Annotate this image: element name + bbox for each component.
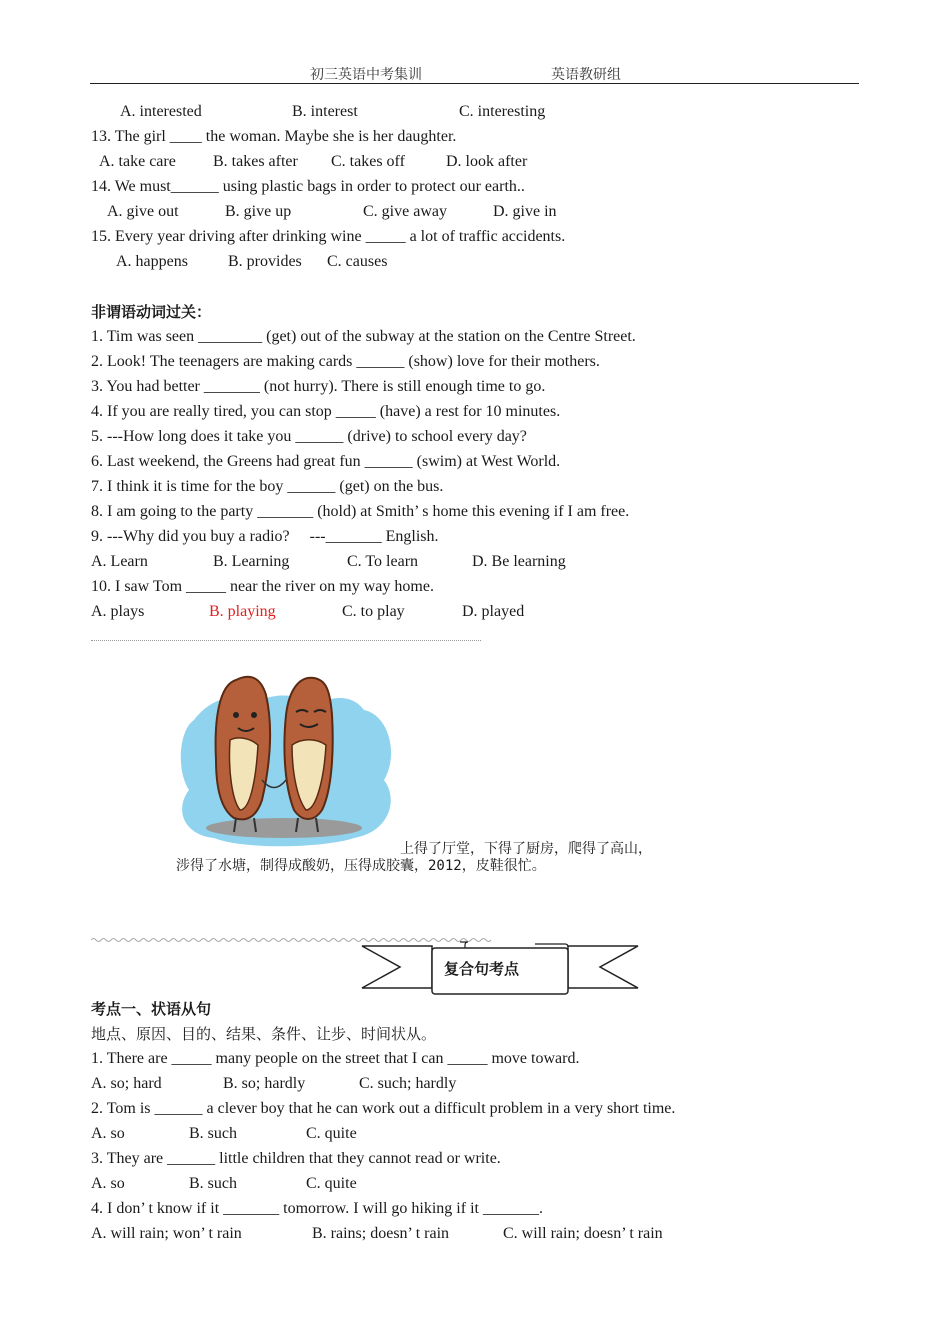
q14-option-d: D. give in [493, 203, 557, 220]
adv-q2-stem: 2. Tom is ______ a clever boy that he can work out a difficult problem in a very short time. [91, 1100, 676, 1117]
nonfinite-item-1: 1. Tim was seen ________ (get) out of the subway at the station on the Centre Street. [91, 328, 636, 345]
nonfinite-item-2: 2. Look! The teenagers are making cards ______ (show) love for their mothers. [91, 353, 600, 370]
q10-option-c: C. to play [342, 603, 405, 620]
q13-option-a: A. take care [99, 153, 176, 170]
header-right: 英语教研组 [551, 67, 621, 83]
q10-option-a: A. plays [91, 603, 145, 620]
adv-q2-option-c: C. quite [306, 1125, 357, 1142]
q12-option-a: A. interested [120, 103, 202, 120]
q10-stem: 10. I saw Tom _____ near the river on my way home. [91, 578, 434, 595]
q13-option-d: D. look after [446, 153, 528, 170]
adv-q3-option-b: B. such [189, 1175, 237, 1192]
image-caption-line-1: 上得了厅堂，下得了厨房，爬得了高山， [400, 841, 652, 857]
adv-q2-option-a: A. so [91, 1125, 125, 1142]
ground-shadow [206, 818, 362, 838]
nonfinite-item-8: 8. I am going to the party _______ (hold) at Smith’ s home this evening if I am free. [91, 503, 630, 520]
header-divider [90, 83, 859, 84]
q10-option-b-answer: B. playing [209, 603, 276, 620]
q9-option-b: B. Learning [213, 553, 290, 570]
adv-q3-stem: 3. They are ______ little children that they cannot read or write. [91, 1150, 501, 1167]
q14-option-c: C. give away [363, 203, 447, 220]
q13-stem: 13. The girl ____ the woman. Maybe she is her daughter. [91, 128, 457, 145]
nonfinite-item-6: 6. Last weekend, the Greens had great fun ______ (swim) at West World. [91, 453, 561, 470]
q15-stem: 15. Every year driving after drinking wine _____ a lot of traffic accidents. [91, 228, 566, 245]
adv-q3-option-a: A. so [91, 1175, 125, 1192]
adv-q4-option-a: A. will rain; won’ t rain [91, 1225, 242, 1242]
q12-option-c: C. interesting [459, 103, 546, 120]
adv-q1-option-a: A. so; hard [91, 1075, 162, 1092]
section-subtitle-adverbial: 地点、原因、目的、结果、条件、让步、时间状从。 [91, 1025, 437, 1043]
q9-option-c: C. To learn [347, 553, 419, 570]
q13-option-b: B. takes after [213, 153, 298, 170]
q14-option-a: A. give out [107, 203, 179, 220]
header-left: 初三英语中考集训 [310, 67, 422, 83]
adv-q3-option-c: C. quite [306, 1175, 357, 1192]
nonfinite-item-4: 4. If you are really tired, you can stop _____ (have) a rest for 10 minutes. [91, 403, 561, 420]
q9-option-a: A. Learn [91, 553, 148, 570]
q12-option-b: B. interest [292, 103, 358, 120]
section-title-adverbial: 考点一、状语从句 [91, 1000, 212, 1018]
q13-option-c: C. takes off [331, 153, 405, 170]
adv-q2-option-b: B. such [189, 1125, 237, 1142]
q15-option-b: B. provides [228, 253, 302, 270]
adv-q4-option-c: C. will rain; doesn’ t rain [503, 1225, 663, 1242]
section-title-nonfinite: 非谓语动词过关： [91, 303, 212, 321]
q10-option-d: D. played [462, 603, 525, 620]
adv-q1-stem: 1. There are _____ many people on the street that I can _____ move toward. [91, 1050, 580, 1067]
nonfinite-item-3: 3. You had better _______ (not hurry). There is still enough time to go. [91, 378, 546, 395]
q15-option-c: C. causes [327, 253, 388, 270]
nonfinite-item-5: 5. ---How long does it take you ______ (drive) to school every day? [91, 428, 527, 445]
q15-option-a: A. happens [116, 253, 188, 270]
dotted-divider [91, 640, 481, 641]
q14-option-b: B. give up [225, 203, 292, 220]
q14-stem: 14. We must______ using plastic bags in order to protect our earth.. [91, 178, 525, 195]
nonfinite-item-9: 9. ---Why did you buy a radio? ---_______ English. [91, 528, 439, 545]
adv-q4-option-b: B. rains; doesn’ t rain [312, 1225, 450, 1242]
adv-q4-stem: 4. I don’ t know if it _______ tomorrow. I will go hiking if it _______. [91, 1200, 543, 1217]
banner-title: 复合句考点 [444, 960, 520, 978]
cartoon-shoes-image [174, 660, 399, 850]
adv-q1-option-b: B. so; hardly [223, 1075, 306, 1092]
adv-q1-option-c: C. such; hardly [359, 1075, 457, 1092]
q9-option-d: D. Be learning [472, 553, 566, 570]
image-caption-line-2: 涉得了水塘，制得成酸奶，压得成胶囊，2012，皮鞋很忙。 [176, 858, 546, 874]
nonfinite-item-7: 7. I think it is time for the boy ______ (get) on the bus. [91, 478, 444, 495]
